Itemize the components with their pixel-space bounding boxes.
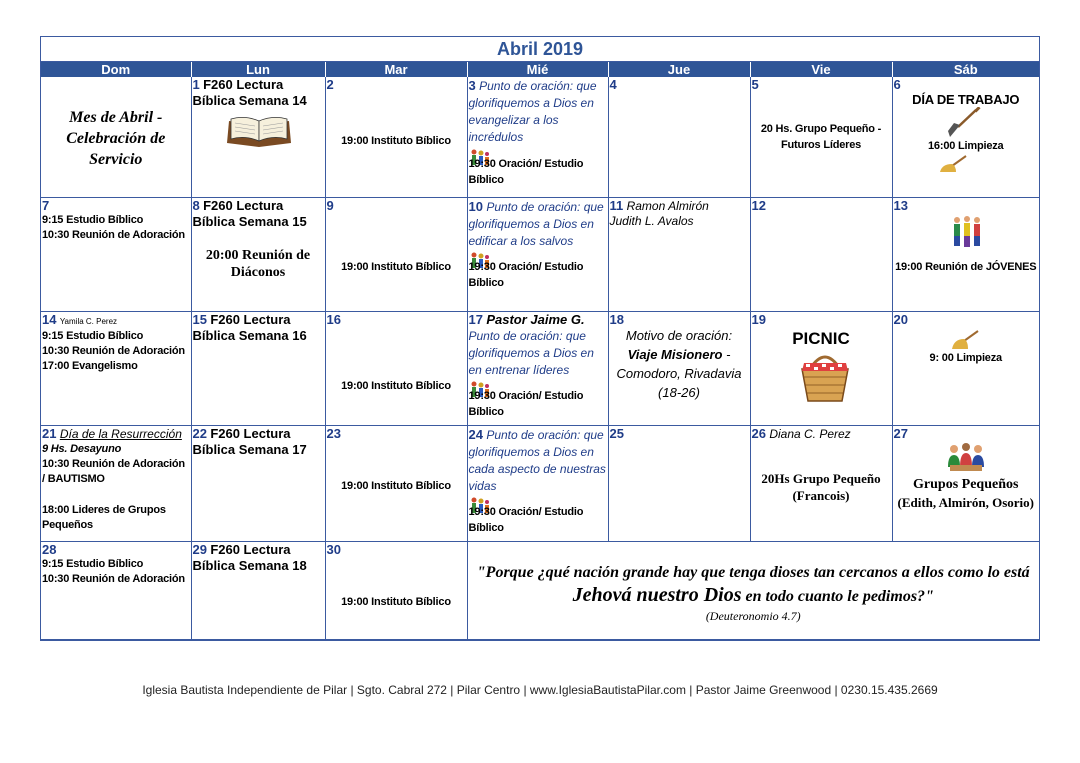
day-cell [191, 541, 325, 639]
week-row [41, 541, 1039, 639]
day-header: Lun [191, 62, 325, 77]
day-cell [892, 197, 1039, 311]
day-cell [325, 311, 467, 425]
event-text: 9:15 Estudio Bíblico [42, 213, 144, 226]
day-number: 1 [192, 77, 200, 92]
day-number: 29 [192, 541, 207, 557]
day-number: 7 [42, 197, 50, 213]
shovel-icon [946, 107, 1039, 139]
day-cell [191, 425, 325, 541]
day-number: 3 [468, 78, 476, 93]
event-title: DÍA DE TRABAJO [912, 92, 1020, 107]
day-cell [750, 311, 892, 425]
day-cell [608, 77, 750, 197]
footer-contact: Iglesia Bautista Independiente de Pilar | Sgto. Cabral 272 | Pilar Centro | www.IglesiaBautistaPilar.com | Pastor Jaime Greenwood | 0230.15.435.2669 [142, 683, 938, 697]
day-cell [892, 311, 1039, 425]
day-cell [41, 425, 191, 541]
day-cell [467, 311, 608, 425]
event-text: 19:00 Instituto Bíblico [341, 135, 451, 147]
calendar-title: Abril 2019 [41, 37, 1039, 62]
event-text: Motivo de oración: [625, 327, 733, 343]
day-cell [41, 541, 191, 639]
event-text: 19:00 Reunión de JÓVENES [895, 260, 1037, 273]
day-number: 8 [192, 197, 200, 213]
quote-emphasis: Jehová nuestro Dios [572, 583, 742, 606]
day-cell [750, 77, 892, 197]
day-cell [325, 77, 467, 197]
event-text: 9:15 Estudio Bíblico [42, 557, 144, 570]
day-cell [467, 197, 608, 311]
day-number: 4 [609, 77, 617, 92]
event-text: - Comodoro, Rivadavia (18-26) [616, 346, 742, 400]
broom-icon [938, 154, 1039, 174]
birthday-name: Ramon Almirón [626, 198, 709, 213]
week-row [41, 77, 1039, 197]
day-cell [608, 311, 750, 425]
bible-icon [223, 113, 324, 151]
event-text: (Edith, Almirón, Osorio) [897, 494, 1034, 510]
picnic-basket-icon [796, 349, 891, 403]
day-cell [467, 425, 608, 541]
day-header: Sáb [892, 62, 1039, 77]
day-number: 16 [326, 311, 341, 327]
day-cell [325, 425, 467, 541]
prayer-point: Punto de oración: que glorifiquemos a Dios en cada aspecto de nuestras vidas [468, 427, 606, 493]
event-text: 19:00 Instituto Bíblico [341, 260, 451, 273]
event-title: PICNIC [792, 328, 850, 348]
event-text: 20Hs Grupo Pequeño (Francois) [761, 470, 881, 503]
day-cell [41, 311, 191, 425]
event-text: 19:30 Oración/ Estudio Bíblico [468, 260, 584, 289]
month-theme: Mes de Abril - Celebración de Servicio [66, 109, 166, 168]
birthday-name: Pastor Jaime G. [486, 311, 585, 327]
day-cell [41, 77, 191, 197]
event-text: F260 Lectura Bíblica Semana 15 [192, 197, 307, 229]
event-text: F260 Lectura Bíblica Semana 14 [192, 77, 307, 108]
youth-icon [951, 215, 1039, 249]
event-text: F260 Lectura Bíblica Semana 18 [192, 541, 307, 573]
quote-text: en todo cuanto le pedimos?" [745, 587, 934, 605]
week-row [41, 197, 1039, 311]
event-text: 19:30 Oración/ Estudio Bíblico [468, 389, 584, 418]
day-number: 23 [326, 425, 341, 441]
day-header: Jue [608, 62, 750, 77]
day-number: 20 [893, 311, 908, 327]
day-number: 26 [751, 425, 766, 441]
event-text: 19:00 Instituto Bíblico [341, 479, 451, 492]
day-cell [41, 197, 191, 311]
week-row [41, 311, 1039, 425]
event-text: 19:30 Oración/ Estudio Bíblico [468, 158, 584, 186]
event-text: 19:00 Instituto Bíblico [341, 595, 451, 608]
day-number: 18 [609, 311, 624, 327]
day-header: Mar [325, 62, 467, 77]
day-cell [750, 425, 892, 541]
event-text: 20 Hs. Grupo Pequeño - Futuros Líderes [760, 123, 882, 151]
day-cell [191, 77, 325, 197]
day-number: 6 [893, 77, 901, 92]
broom-icon [950, 329, 1039, 351]
day-header: Mié [467, 62, 608, 77]
day-number: 13 [893, 197, 908, 213]
day-number: 12 [751, 197, 766, 213]
calendar-grid [41, 62, 1039, 640]
event-text: F260 Lectura Bíblica Semana 16 [192, 311, 307, 343]
event-text: 10:30 Reunión de Adoración [42, 228, 185, 241]
day-cell [191, 197, 325, 311]
week-row [41, 425, 1039, 541]
day-cell [892, 77, 1039, 197]
prayer-point: Punto de oración: que glorifiquemos a Dios en en entrenar líderes [468, 328, 594, 377]
quote-text: "Porque ¿qué nación grande hay que tenga dioses tan cercanos a ellos como lo está [476, 563, 1030, 581]
event-text: 9: 00 Limpieza [929, 351, 1002, 364]
day-number: 30 [326, 541, 341, 557]
birthday-name: Judith L. Avalos [609, 213, 694, 228]
event-text: 16:00 Limpieza [928, 140, 1004, 152]
day-number: 17 [468, 311, 483, 327]
bible-quote [469, 562, 1039, 624]
day-number: 2 [326, 77, 334, 92]
day-number: 14 [42, 311, 57, 327]
calendar [40, 36, 1040, 641]
event-text: 10:30 Reunión de Adoración [42, 572, 185, 585]
day-number: 15 [192, 311, 207, 327]
day-cell [191, 311, 325, 425]
prayer-point: Punto de oración: que glorifiquemos a Dios en edificar a los salvos [468, 199, 604, 248]
day-number: 28 [42, 541, 57, 557]
day-number: 24 [468, 426, 483, 442]
event-text: Viaje Misionero [627, 346, 723, 362]
event-text: 9 Hs. Desayuno [42, 442, 122, 455]
day-cell [892, 425, 1039, 541]
quote-cell [467, 541, 1039, 639]
birthday-name: Diana C. Perez [769, 426, 851, 441]
day-cell [467, 77, 608, 197]
event-text: 19:30 Oración/ Estudio Bíblico [468, 505, 584, 534]
event-title: Grupos Pequeños [913, 476, 1019, 492]
day-number: 25 [609, 425, 624, 441]
event-text: 10:30 Reunión de Adoración / BAUTISMO [42, 457, 185, 485]
day-number: 19 [751, 311, 766, 327]
event-text: 19:00 Instituto Bíblico [341, 379, 451, 392]
event-text: 9:15 Estudio Bíblico [42, 329, 144, 342]
birthday-name: Yamila C. Perez [59, 316, 118, 326]
quote-reference: (Deuteronomio 4.7) [705, 608, 801, 623]
event-text: 20:00 Reunión de Diáconos [205, 247, 311, 280]
day-number: 27 [893, 425, 908, 441]
day-cell [608, 425, 750, 541]
day-number: 22 [192, 425, 207, 441]
day-cell [325, 197, 467, 311]
event-text: 17:00 Evangelismo [42, 359, 138, 372]
day-number: 5 [751, 77, 759, 92]
prayer-point: Punto de oración: que glorifiquemos a Dios en evangelizar a los incrédulos [468, 79, 597, 144]
day-number: 21 [42, 425, 57, 441]
day-cell [750, 197, 892, 311]
day-header: Vie [750, 62, 892, 77]
day-header: Dom [41, 62, 191, 77]
event-title: Día de la Resurrección [59, 426, 182, 441]
small-group-icon [946, 441, 1039, 473]
day-cell [608, 197, 750, 311]
day-number: 9 [326, 197, 334, 213]
day-number: 10 [468, 198, 483, 214]
day-header-row [41, 62, 1039, 77]
event-text: F260 Lectura Bíblica Semana 17 [192, 425, 307, 457]
day-cell [325, 541, 467, 639]
event-text: 18:00 Lideres de Grupos Pequeños [42, 503, 166, 531]
day-number: 11 [609, 197, 624, 213]
event-text: 10:30 Reunión de Adoración [42, 344, 185, 357]
